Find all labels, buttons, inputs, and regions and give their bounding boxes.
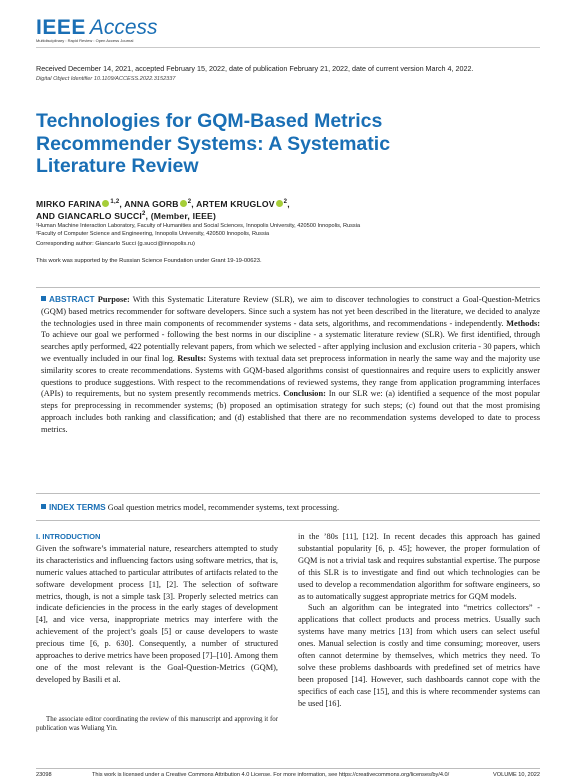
author-line-2	[36, 211, 216, 221]
paragraph: Given the software’s immaterial nature, researchers attempted to study its characteristics and influencing factors using software metrics, that is, numeric values attached to particular attributes of artifacts related to the software development process [1], [2]. The selection of software metrics, though, is not a simple task [3]. Properly selected metrics can indicate deficiencies in the process in the early stages of development [4], and vice versa, inappropriate metrics may interfere with the achievement of the project’s goals [5] or cause developers to waste precious time [6, p. 630]. Consequently, a number of structured approaches to derive metrics have been proposed [7]–[10]. Among them one of the most relevant is the Goal-Question-Metrics (GQM), developed by Basili et al.	[36, 543, 278, 684]
paragraph: Such an algorithm can be integrated into “metrics collectors” - applications that collect products and process metrics. Usually such systems have many metrics [13] from which users can select useful ones. Manual selection is costly and time consuming; moreover, users often cannot determine by themselves, which metrics they need. To solve these problems dashboards with predefined set of metrics have been proposed [14]. However, such dashboards cannot cope with the specifics of each case [15], and this is where recommender systems can be used [16].	[298, 603, 540, 708]
section-square-icon	[41, 296, 46, 301]
orcid-icon[interactable]	[102, 200, 109, 207]
page-number: 23098	[36, 772, 52, 778]
right-column	[298, 531, 540, 710]
author-name: , ANNA GORB	[119, 199, 179, 209]
received-dates: Received December 14, 2021, accepted February 15, 2022, date of publication February 21, 2022, date of current version March 4, 2022.	[36, 64, 474, 73]
paragraph: in the ’80s [11], [12]. In recent decades this approach has gained substantial popularity [6, p. 45]; however, the proper formulation of GQM is not a trivial task and requires substantial expertise. The purpose of this SLR is to investigate and find out which technologies can be used to develop a recommendation algorithm for software engineers, so as to automatically suggest appropriate metrics for GQM models.	[298, 532, 540, 601]
abstract-label: ABSTRACT	[49, 294, 95, 304]
conclusion-label: Conclusion:	[283, 389, 326, 399]
author-affiliation-mark: 2	[141, 211, 146, 218]
section-square-icon	[41, 504, 46, 509]
author-membership: , (Member, IEEE)	[145, 211, 217, 221]
orcid-icon[interactable]	[180, 200, 187, 207]
affiliation-1: ¹Human Machine Interaction Laboratory, Faculty of Humanities and Social Sciences, Innopolis University, 420500 Innopolis, Russia	[36, 223, 361, 229]
results-label: Results:	[177, 353, 207, 363]
logo-ieee-text: IEEE	[36, 16, 86, 39]
index-terms-block	[41, 502, 540, 512]
logo-access-text: Access	[89, 16, 158, 39]
index-terms-text: Goal question metrics model, recommender systems, text processing.	[105, 503, 340, 512]
license-link[interactable]: This work is licensed under a Creative Commons Attribution 4.0 License. For more information, see https://creativecommons.org/licenses/by/4.0/	[92, 772, 450, 778]
author-line-1	[36, 199, 290, 209]
conclusion-text: In our SLR we: (a) identified a sequence of the most popular steps for preprocessing in recommender systems; (b) proposed an optimisation strategy for such steps; (c) found out that the most promising approach includes both ranking and classification; and (d) established that there are no recommendation systems developed to date to process metrics.	[41, 389, 541, 434]
author-affiliation-mark: 1,2	[110, 199, 120, 206]
results-text: Systems with textual data set preprocess information in nearly the same way and the majority use similarity scores to create recommendations. Systems with GQM-based algorithms consist of questionnaires and require users to explicitly answer questions to produce suggestions. With respect to the recommendations of reviewed systems, they range from application programming interfaces (APIs) to requirements, but no system presently recommends metrics.	[41, 353, 540, 399]
editor-footnote: The associate editor coordinating the review of this manuscript and approving it for publication was Wuliang Yin.	[36, 716, 278, 733]
index-top-divider	[36, 493, 540, 494]
journal-tagline: Multidisciplinary : Rapid Review : Open Access Journal	[36, 38, 134, 43]
author-affiliation-mark: 2	[187, 199, 192, 206]
author-affiliation-mark: 2	[283, 199, 288, 206]
author-name: MIRKO FARINA	[36, 199, 102, 209]
abstract-block	[41, 294, 540, 436]
orcid-icon[interactable]	[276, 200, 283, 207]
ieee-access-logo	[36, 16, 158, 40]
abstract-top-divider	[36, 287, 540, 288]
author-name: , ARTEM KRUGLOV	[191, 199, 275, 209]
author-name: AND GIANCARLO SUCCI	[36, 211, 142, 221]
purpose-text: With this Systematic Literature Review (SLR), we aim to discover technologies to construct a Goal-Question-Metrics (GQM) based metrics recommender for software developers. Since such a system has not yet been described in the literature, we decided to analyze the technologies used in three main components of recommender systems - data sets, algorithms, and recommendations - independently.	[41, 295, 540, 328]
methods-text: To achieve our goal we performed - following the best norms in our discipline - a systematic literature review (SLR). We first identified, through searches aptly performed, 422 potentially relevant papers, from which we selected - after applying inclusion and exclusion criteria - 30 papers, which we eventually included in our final log.	[41, 330, 540, 363]
affiliation-2: ²Faculty of Computer Science and Engineering, Innopolis University, 420500 Innopolis, Russia	[36, 231, 270, 237]
corresponding-author: Corresponding author: Giancarlo Succi (g.succi@innopolis.ru)	[36, 241, 195, 247]
footer-divider	[36, 768, 540, 769]
doi-line: Digital Object Identifier 10.1109/ACCESS.2022.3152337	[36, 76, 176, 82]
index-bottom-divider	[36, 520, 540, 521]
author-separator: ,	[287, 199, 290, 209]
index-terms-label: INDEX TERMS	[49, 502, 106, 512]
header-divider	[36, 47, 540, 48]
volume-label: VOLUME 10, 2022	[493, 772, 540, 778]
methods-label: Methods:	[506, 318, 540, 328]
purpose-label: Purpose:	[97, 295, 130, 304]
funding-statement: This work was supported by the Russian Science Foundation under Grant 19-19-00623.	[36, 258, 262, 264]
section-heading: I. INTRODUCTION	[36, 532, 101, 541]
paper-title: Technologies for GQM-Based Metrics Recommender Systems: A Systematic Literature Review	[36, 110, 391, 177]
left-column	[36, 531, 278, 686]
